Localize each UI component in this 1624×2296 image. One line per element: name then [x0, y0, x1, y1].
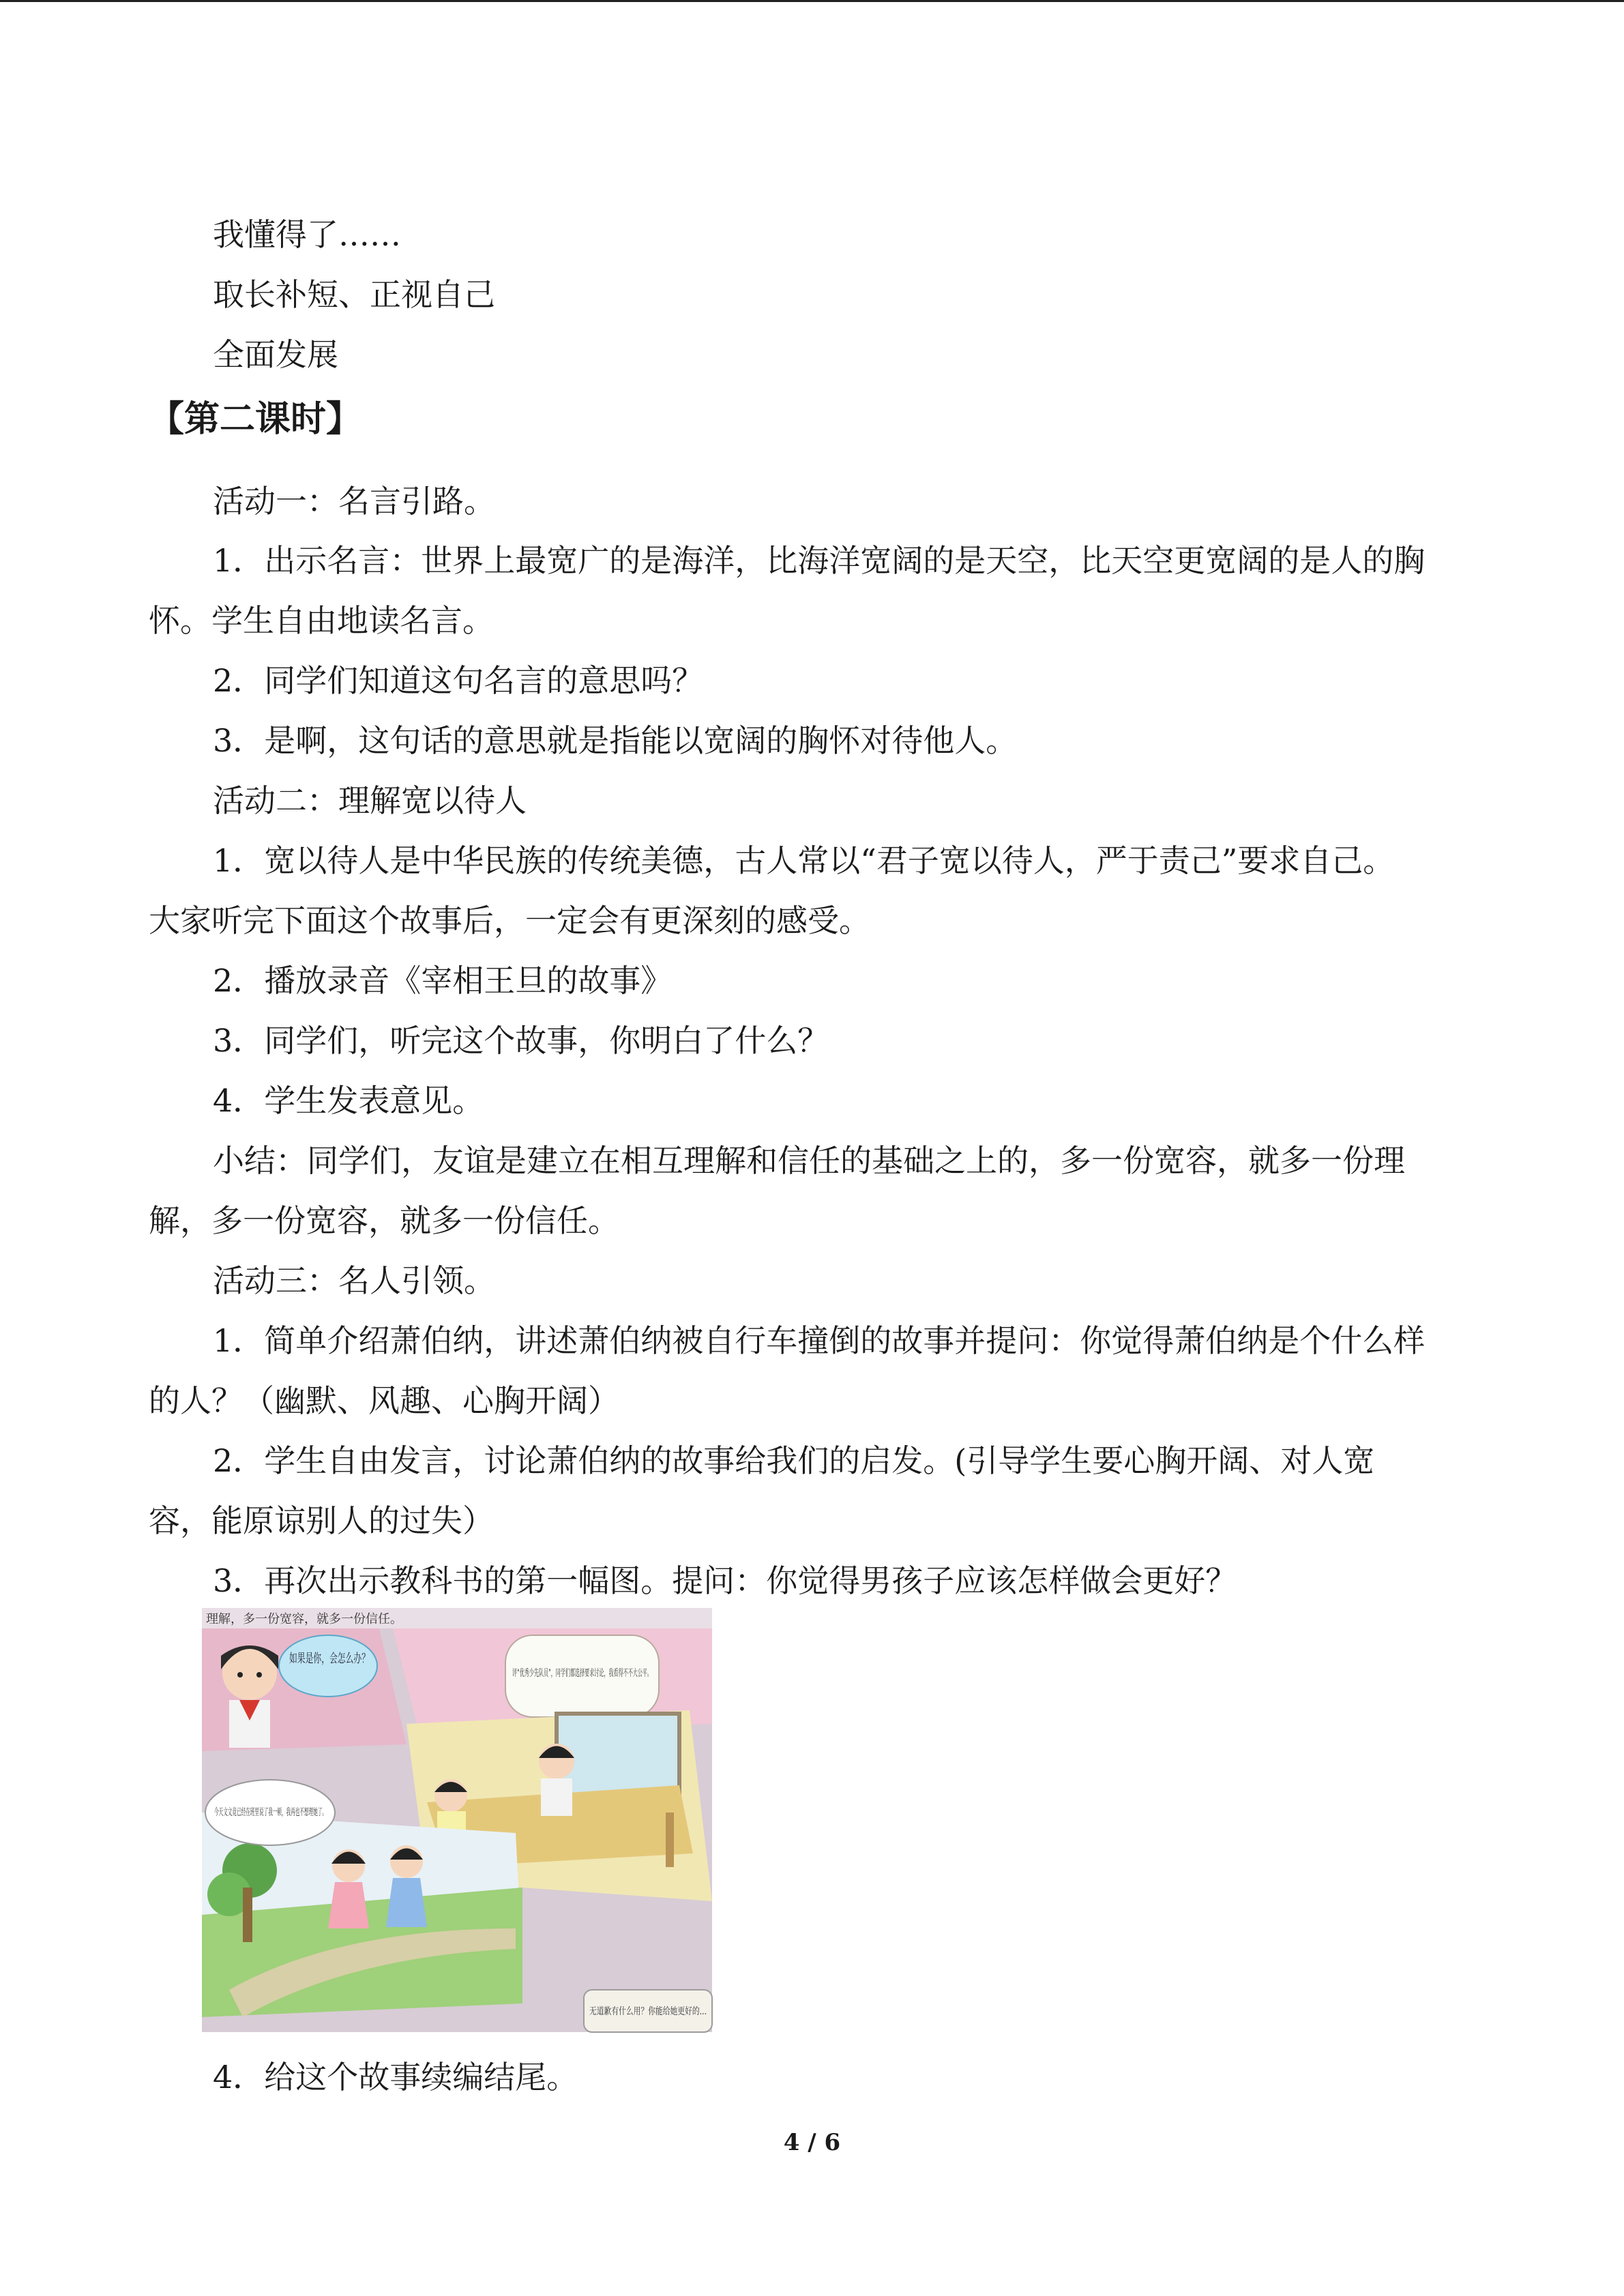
activity-3-title: 活动三：名人引领。	[213, 1262, 495, 1299]
bottom-bubble-text: 无道歉有什么用？你能给她更好的...	[589, 2006, 742, 2017]
paragraph-line: 解，多一份宽容，就多一份信任。	[149, 1202, 619, 1239]
summary-paragraph: 小结：同学们，友谊是建立在相互理解和信任的基础之上的，多一份宽容，就多一份理	[213, 1142, 1405, 1179]
paragraph-line: 2．播放录音《宰相王旦的故事》	[213, 962, 673, 999]
right-bubble-text: 评“优秀少先队员”，同学们都选择要求讨论，我看得不不大公平。	[512, 1668, 790, 1679]
right-speech-bubble	[505, 1635, 790, 1717]
paragraph-line: 3．是啊，这句话的意思就是指能以宽阔的胸怀对待他人。	[213, 722, 1018, 759]
section-heading: 【第二课时】	[149, 398, 362, 440]
activity-1-title: 活动一：名言引路。	[213, 483, 495, 520]
summary-line-2: 取长补短、正视自己	[213, 276, 495, 313]
left-bubble-text	[214, 1806, 327, 1818]
girl-bubble-text: 如果是你，会怎么办？	[289, 1652, 370, 1666]
paragraph-line: 1．宽以待人是中华民族的传统美德，古人常以“君子宽以待人，严于责己”要求自己。	[213, 842, 1395, 879]
paragraph-line: 4．给这个故事续编结尾。	[213, 2059, 578, 2096]
paragraph-line: 的人？（幽默、风趣、心胸开阔）	[149, 1382, 619, 1419]
textbook-illustration	[202, 1608, 790, 2032]
paragraph-line: 1．简单介绍萧伯纳，讲述萧伯纳被自行车撞倒的故事并提问：你觉得萧伯纳是个什么样	[213, 1322, 1426, 1359]
paragraph-line: 3．同学们，听完这个故事，你明白了什么？	[213, 1022, 829, 1059]
paragraph-line: 4．学生发表意见。	[213, 1082, 484, 1119]
paragraph-line: 2．学生自由发言，讨论萧伯纳的故事给我们的启发。(引导学生要心胸开阔、对人宽	[213, 1442, 1375, 1479]
top-border	[0, 0, 1624, 2]
left-speech-bubble	[205, 1780, 335, 1845]
page-number: 4 / 6	[783, 2129, 841, 2156]
activity-2-title: 活动二：理解宽以待人	[213, 782, 527, 819]
paragraph-line: 1．出示名言：世界上最宽广的是海洋，比海洋宽阔的是天空，比天空更宽阔的是人的胸	[213, 542, 1426, 579]
girl-speech-bubble	[279, 1635, 377, 1697]
bottom-speech-bubble	[584, 1990, 742, 2032]
summary-line-1: 我懂得了……	[213, 216, 401, 253]
illustration-caption: 理解，多一份宽容，就多一份信任。	[206, 1612, 402, 1626]
paragraph-line: 2．同学们知道这句名言的意思吗？	[213, 662, 704, 699]
paragraph-line: 怀。学生自由地读名言。	[149, 602, 494, 639]
paragraph-line: 大家听完下面这个故事后，一定会有更深刻的感受。	[149, 902, 870, 939]
paragraph-line: 容，能原谅别人的过失）	[149, 1502, 494, 1539]
paragraph-line: 3．再次出示教科书的第一幅图。提问：你觉得男孩子应该怎样做会更好？	[213, 1562, 1237, 1599]
summary-line-3: 全面发展	[213, 336, 338, 373]
